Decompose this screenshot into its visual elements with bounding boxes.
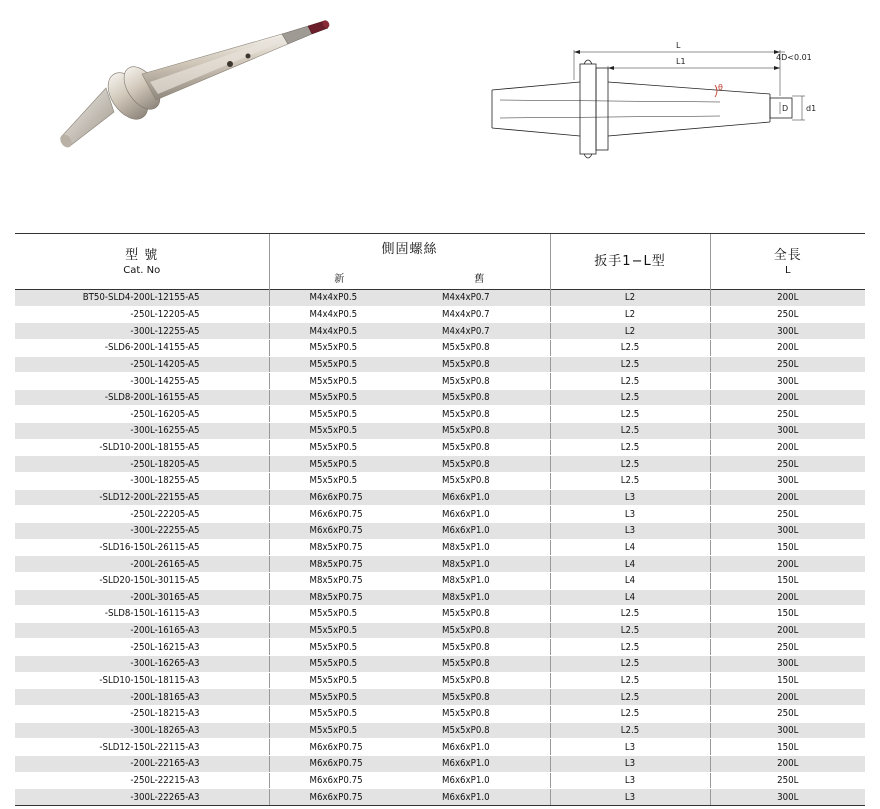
wrench-cell: L2 [550, 306, 710, 323]
screw-new-cell: M5x5xP0.5 [269, 339, 409, 356]
screw-old-cell: M5x5xP0.8 [409, 722, 550, 739]
screw-new-cell: M5x5xP0.5 [269, 456, 409, 473]
screw-old-cell: M5x5xP0.8 [409, 473, 550, 490]
catalog-number-cell: -300L-12255-A5 [15, 323, 269, 340]
catalog-number-cell: -300L-18265-A3 [15, 722, 269, 739]
length-cell: 250L [710, 406, 865, 423]
length-cell: 250L [710, 639, 865, 656]
dim-d1-label: d1 [806, 104, 817, 113]
catalog-number-cell: -300L-14255-A5 [15, 373, 269, 390]
wrench-cell: L2.5 [550, 672, 710, 689]
theta-label: θ [718, 83, 723, 92]
catalog-number-cell: -SLD10-150L-18115-A3 [15, 672, 269, 689]
wrench-cell: L3 [550, 755, 710, 772]
catalog-number-cell: -SLD12-150L-22115-A3 [15, 739, 269, 756]
screw-old-cell: M5x5xP0.8 [409, 339, 550, 356]
table-row [15, 639, 865, 656]
table-row [15, 589, 865, 606]
screw-new-cell: M6x6xP0.75 [269, 755, 409, 772]
wrench-cell: L2.5 [550, 339, 710, 356]
screw-new-cell: M6x6xP0.75 [269, 789, 409, 806]
table-row [15, 572, 865, 589]
catalog-number-cell: -SLD6-200L-14155-A5 [15, 339, 269, 356]
tolerance-label: 4D<0.01 [776, 53, 812, 62]
table-row [15, 739, 865, 756]
wrench-cell: L3 [550, 789, 710, 806]
table-row [15, 489, 865, 506]
wrench-cell: L2 [550, 323, 710, 340]
screw-new-cell: M6x6xP0.75 [269, 739, 409, 756]
screw-new-cell: M5x5xP0.5 [269, 389, 409, 406]
screw-old-cell: M8x5xP1.0 [409, 572, 550, 589]
screw-new-cell: M8x5xP0.75 [269, 589, 409, 606]
wrench-cell: L3 [550, 489, 710, 506]
screw-old-cell: M4x4xP0.7 [409, 323, 550, 340]
screw-old-cell: M5x5xP0.8 [409, 622, 550, 639]
catalog-number-cell: -250L-18215-A3 [15, 706, 269, 723]
screw-old-cell: M5x5xP0.8 [409, 423, 550, 440]
screw-old-cell: M6x6xP1.0 [409, 506, 550, 523]
screw-new-cell: M5x5xP0.5 [269, 423, 409, 440]
length-cell: 300L [710, 373, 865, 390]
screw-old-cell: M5x5xP0.8 [409, 606, 550, 623]
wrench-cell: L2.5 [550, 656, 710, 673]
screw-header [269, 234, 550, 265]
table-row [15, 539, 865, 556]
length-cell: 150L [710, 572, 865, 589]
wrench-header-label: 扳手1−L型 [594, 254, 666, 269]
table-row [15, 473, 865, 490]
screw-old-cell: M5x5xP0.8 [409, 639, 550, 656]
length-cell: 150L [710, 739, 865, 756]
catalog-number-cell: -250L-22215-A3 [15, 772, 269, 789]
length-cell: 250L [710, 706, 865, 723]
wrench-header [550, 234, 710, 290]
table-row [15, 439, 865, 456]
wrench-cell: L3 [550, 506, 710, 523]
screw-new-cell: M5x5xP0.5 [269, 373, 409, 390]
wrench-cell: L2.5 [550, 622, 710, 639]
screw-new-cell: M5x5xP0.5 [269, 722, 409, 739]
screw-new-cell: M4x4xP0.5 [269, 306, 409, 323]
screw-new-cell: M5x5xP0.5 [269, 706, 409, 723]
length-cell: 250L [710, 306, 865, 323]
screw-old-cell: M5x5xP0.8 [409, 689, 550, 706]
screw-old-cell: M6x6xP1.0 [409, 489, 550, 506]
table-row [15, 356, 865, 373]
length-cell: 300L [710, 789, 865, 806]
screw-old-cell: M8x5xP1.0 [409, 556, 550, 573]
catalog-number-cell: -300L-16265-A3 [15, 656, 269, 673]
length-cell: 150L [710, 606, 865, 623]
wrench-cell: L4 [550, 539, 710, 556]
wrench-cell: L3 [550, 739, 710, 756]
table-row [15, 772, 865, 789]
catalog-number-cell: -250L-16215-A3 [15, 639, 269, 656]
screw-new-cell: M8x5xP0.75 [269, 539, 409, 556]
model-header [15, 234, 269, 290]
wrench-cell: L2.5 [550, 406, 710, 423]
table-row [15, 456, 865, 473]
length-cell: 200L [710, 489, 865, 506]
length-header [710, 234, 865, 290]
screw-old-cell: M5x5xP0.8 [409, 356, 550, 373]
length-cell: 250L [710, 772, 865, 789]
wrench-cell: L2.5 [550, 373, 710, 390]
catalog-number-cell: -300L-22265-A3 [15, 789, 269, 806]
length-cell: 300L [710, 423, 865, 440]
table-row [15, 506, 865, 523]
length-header-cn: 全長 [773, 247, 802, 263]
screw-new-header [269, 264, 409, 290]
length-cell: 150L [710, 539, 865, 556]
length-cell: 200L [710, 290, 865, 307]
length-cell: 200L [710, 755, 865, 772]
catalog-number-cell: -200L-26165-A5 [15, 556, 269, 573]
dim-L1-label: L1 [676, 57, 686, 66]
screw-old-cell: M5x5xP0.8 [409, 706, 550, 723]
length-cell: 250L [710, 506, 865, 523]
wrench-cell: L3 [550, 522, 710, 539]
length-cell: 200L [710, 556, 865, 573]
table-row [15, 755, 865, 772]
wrench-cell: L2.5 [550, 722, 710, 739]
wrench-cell: L2.5 [550, 439, 710, 456]
table-row [15, 722, 865, 739]
dim-L-label: L [676, 41, 681, 50]
table-row [15, 706, 865, 723]
table-row [15, 789, 865, 806]
wrench-cell: L2.5 [550, 689, 710, 706]
screw-old-cell: M4x4xP0.7 [409, 306, 550, 323]
catalog-number-cell: -SLD8-150L-16115-A3 [15, 606, 269, 623]
length-cell: 300L [710, 522, 865, 539]
screw-new-cell: M5x5xP0.5 [269, 473, 409, 490]
screw-new-cell: M8x5xP0.75 [269, 572, 409, 589]
length-cell: 300L [710, 323, 865, 340]
spec-table [15, 233, 865, 806]
catalog-number-cell: -SLD10-200L-18155-A5 [15, 439, 269, 456]
catalog-number-cell: -SLD16-150L-26115-A5 [15, 539, 269, 556]
length-cell: 200L [710, 622, 865, 639]
length-cell: 200L [710, 589, 865, 606]
screw-new-cell: M5x5xP0.5 [269, 406, 409, 423]
screw-new-cell: M6x6xP0.75 [269, 489, 409, 506]
screw-old-cell: M6x6xP1.0 [409, 522, 550, 539]
wrench-cell: L2.5 [550, 473, 710, 490]
catalog-number-cell: -SLD12-200L-22155-A5 [15, 489, 269, 506]
catalog-number-cell: -SLD20-150L-30115-A5 [15, 572, 269, 589]
table-row [15, 323, 865, 340]
screw-new-cell: M5x5xP0.5 [269, 639, 409, 656]
screw-new-cell: M4x4xP0.5 [269, 323, 409, 340]
wrench-cell: L2 [550, 290, 710, 307]
screw-old-cell: M6x6xP1.0 [409, 789, 550, 806]
table-row [15, 373, 865, 390]
screw-old-header [409, 264, 550, 290]
table-row [15, 290, 865, 307]
table-row [15, 606, 865, 623]
screw-old-cell: M8x5xP1.0 [409, 539, 550, 556]
screw-old-cell: M5x5xP0.8 [409, 439, 550, 456]
catalog-number-cell: -200L-30165-A5 [15, 589, 269, 606]
screw-new-cell: M5x5xP0.5 [269, 439, 409, 456]
length-cell: 250L [710, 456, 865, 473]
wrench-cell: L2.5 [550, 389, 710, 406]
wrench-cell: L2.5 [550, 639, 710, 656]
screw-new-cell: M5x5xP0.5 [269, 689, 409, 706]
catalog-number-cell: -250L-14205-A5 [15, 356, 269, 373]
catalog-number-cell: -200L-16165-A3 [15, 622, 269, 639]
table-row [15, 389, 865, 406]
wrench-cell: L4 [550, 556, 710, 573]
screw-new-cell: M5x5xP0.5 [269, 622, 409, 639]
table-row [15, 423, 865, 440]
table-row [15, 622, 865, 639]
catalog-number-cell: -300L-22255-A5 [15, 522, 269, 539]
screw-old-cell: M6x6xP1.0 [409, 755, 550, 772]
screw-old-cell: M5x5xP0.8 [409, 406, 550, 423]
wrench-cell: L2.5 [550, 356, 710, 373]
length-cell: 250L [710, 356, 865, 373]
screw-new-cell: M6x6xP0.75 [269, 506, 409, 523]
screw-new-cell: M6x6xP0.75 [269, 522, 409, 539]
table-row [15, 522, 865, 539]
model-header-en: Cat. No [123, 264, 161, 276]
screw-old-cell: M5x5xP0.8 [409, 456, 550, 473]
table-row [15, 556, 865, 573]
wrench-cell: L4 [550, 589, 710, 606]
screw-header-label: 側固螺絲 [381, 241, 438, 257]
screw-old-cell: M5x5xP0.8 [409, 672, 550, 689]
screw-old-cell: M6x6xP1.0 [409, 739, 550, 756]
length-cell: 300L [710, 656, 865, 673]
length-cell: 200L [710, 439, 865, 456]
length-cell: 150L [710, 672, 865, 689]
table-row [15, 656, 865, 673]
wrench-cell: L2.5 [550, 706, 710, 723]
catalog-number-cell: -250L-22205-A5 [15, 506, 269, 523]
screw-new-cell: M5x5xP0.5 [269, 672, 409, 689]
catalog-number-cell: -250L-18205-A5 [15, 456, 269, 473]
screw-old-cell: M5x5xP0.8 [409, 656, 550, 673]
table-row [15, 306, 865, 323]
catalog-number-cell: -200L-18165-A3 [15, 689, 269, 706]
length-cell: 200L [710, 689, 865, 706]
screw-old-cell: M6x6xP1.0 [409, 772, 550, 789]
table-row [15, 339, 865, 356]
wrench-cell: L2.5 [550, 606, 710, 623]
screw-new-cell: M5x5xP0.5 [269, 656, 409, 673]
table-row [15, 672, 865, 689]
model-header-cn: 型 號 [125, 247, 159, 263]
screw-new-cell: M5x5xP0.5 [269, 606, 409, 623]
catalog-number-cell: -250L-12205-A5 [15, 306, 269, 323]
wrench-cell: L3 [550, 772, 710, 789]
screw-new-cell: M5x5xP0.5 [269, 356, 409, 373]
catalog-number-cell: -300L-18255-A5 [15, 473, 269, 490]
screw-old-cell: M5x5xP0.8 [409, 389, 550, 406]
spec-table-body [15, 290, 865, 806]
screw-new-cell: M4x4xP0.5 [269, 290, 409, 307]
length-cell: 300L [710, 473, 865, 490]
table-row [15, 406, 865, 423]
screw-old-label: 舊 [474, 274, 485, 285]
screw-old-cell: M5x5xP0.8 [409, 373, 550, 390]
catalog-number-cell: -200L-22165-A3 [15, 755, 269, 772]
catalog-number-cell: -300L-16255-A5 [15, 423, 269, 440]
tool-holder-drawing [480, 30, 840, 170]
screw-new-cell: M8x5xP0.75 [269, 556, 409, 573]
tool-holder-photo [50, 8, 340, 158]
screw-old-cell: M8x5xP1.0 [409, 589, 550, 606]
screw-new-label: 新 [334, 274, 345, 285]
table-row [15, 689, 865, 706]
screw-old-cell: M4x4xP0.7 [409, 290, 550, 307]
length-cell: 200L [710, 389, 865, 406]
screw-new-cell: M6x6xP0.75 [269, 772, 409, 789]
catalog-number-cell: BT50-SLD4-200L-12155-A5 [15, 290, 269, 307]
catalog-number-cell: -250L-16205-A5 [15, 406, 269, 423]
length-header-en: L [784, 264, 791, 276]
length-cell: 300L [710, 722, 865, 739]
wrench-cell: L2.5 [550, 423, 710, 440]
wrench-cell: L2.5 [550, 456, 710, 473]
wrench-cell: L4 [550, 572, 710, 589]
dim-D-label: D [782, 104, 789, 113]
length-cell: 200L [710, 339, 865, 356]
catalog-number-cell: -SLD8-200L-16155-A5 [15, 389, 269, 406]
